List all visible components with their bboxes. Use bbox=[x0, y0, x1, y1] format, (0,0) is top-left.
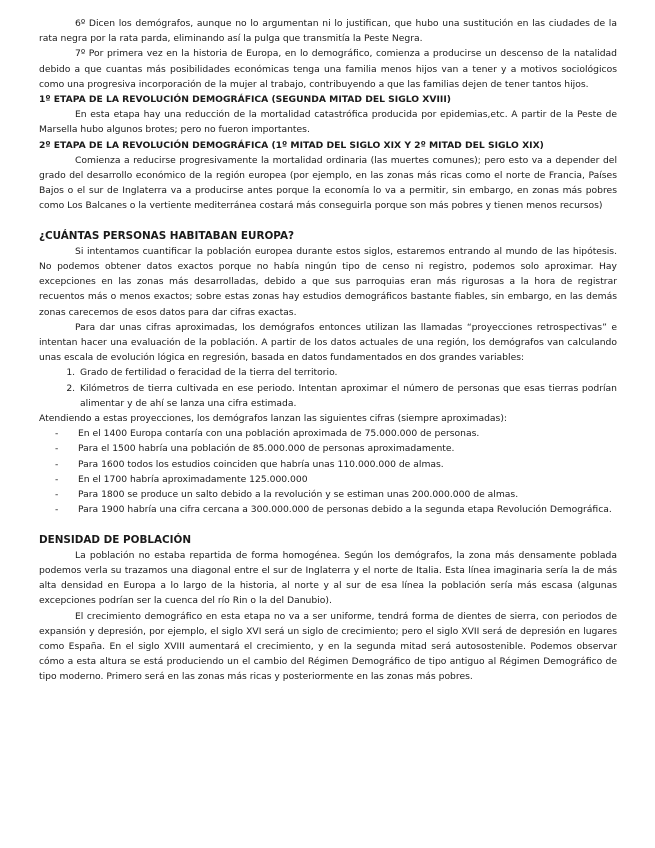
paragraph-natalidad: 7º Por primera vez en la historia de Europa, en lo demográfico, comienza a producirse un descenso de la natalidad debido a que cuantas más posibilidades económicas tenga una familia menos hijos van a tener y a motivos sociológicos como una progresiva incorporación de la mujer al trabajo, contribuyendo a que las familias dejen de tener tantos hijos. bbox=[39, 48, 617, 90]
list-item: - Para el 1500 habría una población de 85.000.000 de personas aproximadamente. bbox=[39, 441, 617, 456]
heading-segunda-etapa: 2º ETAPA DE LA REVOLUCIÓN DEMOGRÁFICA (1º MITAD DEL SIGLO XIX Y 2º MITAD DEL SIGLO XIX) bbox=[39, 139, 544, 151]
list-item: - Para 1600 todos los estudios coinciden que habría unas 110.000.000 de almas. bbox=[39, 457, 617, 472]
dash-bullet: - bbox=[55, 473, 59, 485]
heading-primera-etapa: 1º ETAPA DE LA REVOLUCIÓN DEMOGRÁFICA (SEGUNDA MITAD DEL SIGLO XVIII) bbox=[39, 94, 451, 106]
paragraph-proyecciones: Para dar unas cifras aproximadas, los demógrafos entonces utilizan las llamadas “proyecciones retrospectivas” e intentan hacer una evaluación de la población. A partir de los datos actuales de una región, los demógrafos van calculando unas escala de evolución lógica en regresión, basada en datos fundamentados en dos grandes variables: bbox=[39, 321, 617, 364]
paragraph-mortalidad-catastrofica: En esta etapa hay una reducción de la mortalidad catastrófica producida por epidemias,etc. A partir de la Peste de Marsella hubo algunos brotes; pero no fueron importantes. bbox=[39, 109, 617, 136]
document-body bbox=[39, 16, 617, 685]
dash-bullet: - bbox=[55, 504, 59, 516]
paragraph-densidad: La población no estaba repartida de forma homogénea. Según los demógrafos, la zona más densamente poblada podemos verla su trazamos una diagonal entre el sur de Inglaterra y el norte de Italia. Esta línea imaginaria sería la de más alta densidad en Europa a lo largo de la historia, al norte y al sur de esa línea la población sería más escasa (algunas excepciones podrían ser la cuenca del río Rin o la del Danubio). bbox=[39, 549, 617, 607]
list-item: - Para 1900 habría una cifra cercana a 300.000.000 de personas debido a la segunda etapa Revolución Demográfica. bbox=[39, 502, 617, 517]
paragraph-rata-negra: 6º Dicen los demógrafos, aunque no lo argumentan ni lo justifican, que hubo una sustitución en las ciudades de la rata negra por la rata parda, eliminando así la pulga que transmitía la Peste Negra. bbox=[39, 18, 617, 45]
dash-bullet: - bbox=[55, 489, 59, 501]
list-item: - Para 1800 se produce un salto debido a la revolución y se estiman unas 200.000.000 de almas. bbox=[39, 487, 617, 502]
list-item: 2. Kilómetros de tierra cultivada en ese periodo. Intentan aproximar el número de personas que esas tierras podrían alimentar y de ahí se lanza una cifra estimada. bbox=[78, 381, 617, 411]
heading-cuantas-personas: ¿CUÁNTAS PERSONAS HABITABAN EUROPA? bbox=[39, 229, 295, 242]
paragraph-mortalidad-ordinaria: Comienza a reducirse progresivamente la mortalidad ordinaria (las muertes comunes); pero esto va a depender del grado del desarrollo económico de la región europea (por ejemplo, en las zonas más ricas como el norte de Francia, Países Bajos o el sur de Inglaterra va a producirse antes porque la economía lo va a permitir, sin embargo, en zonas más pobres como Los Balcanes o la vertiente mediterránea costará más conseguirla porque son más pobres y tienen menos recursos) bbox=[39, 154, 617, 212]
dash-bullet: - bbox=[55, 458, 59, 470]
list-item: - En el 1700 habría aproximadamente 125.000.000 bbox=[39, 472, 617, 487]
variables-list bbox=[39, 365, 617, 411]
paragraph-crecimiento: El crecimiento demográfico en esta etapa no va a ser uniforme, tendrá forma de dientes de sierra, con periodos de expansión y depresión, por ejemplo, el siglo XVI será un siglo de crecimiento; pero el siglo XVII será de depresión en lugares como España. En el siglo XVIII aumentará el crecimiento, y en la segunda mitad será autosostenible. Podemos observar cómo a esta altura se está produciendo un el cambio del Régimen Demográfico de tipo antiguo al Régimen Demográfico de tipo moderno. Primero será en las zonas más ricas y posteriormente en las zonas más pobres. bbox=[39, 610, 617, 683]
dash-bullet: - bbox=[55, 428, 59, 440]
paragraph-cifras-intro: Atendiendo a estas proyecciones, los demógrafos lanzan las siguientes cifras (siempre aproximadas): bbox=[39, 413, 508, 425]
dash-bullet: - bbox=[55, 443, 59, 455]
list-item: 1. Grado de fertilidad o feracidad de la tierra del territorio. bbox=[78, 365, 617, 380]
heading-densidad: DENSIDAD DE POBLACIÓN bbox=[39, 533, 192, 546]
paragraph-hipotesis: Si intentamos cuantificar la población europea durante estos siglos, estaremos entrando al mundo de las hipótesis. No podemos obtener datos exactos porque no había ningún tipo de censo ni registro, podemos solo aproximar. Hay excepciones en las zonas más desarrolladas, debido a que sus parroquias eran más rigurosas a la hora de registrar recuentos más o menos exactos; sobre estas zonas hay estudios demográficos bastante fiables, sin embargo, en las demás zonas carecemos de esos datos para dar cifras exactas. bbox=[39, 245, 617, 318]
list-item: - En el 1400 Europa contaría con una población aproximada de 75.000.000 de personas. bbox=[39, 426, 617, 441]
cifras-list bbox=[39, 426, 617, 517]
